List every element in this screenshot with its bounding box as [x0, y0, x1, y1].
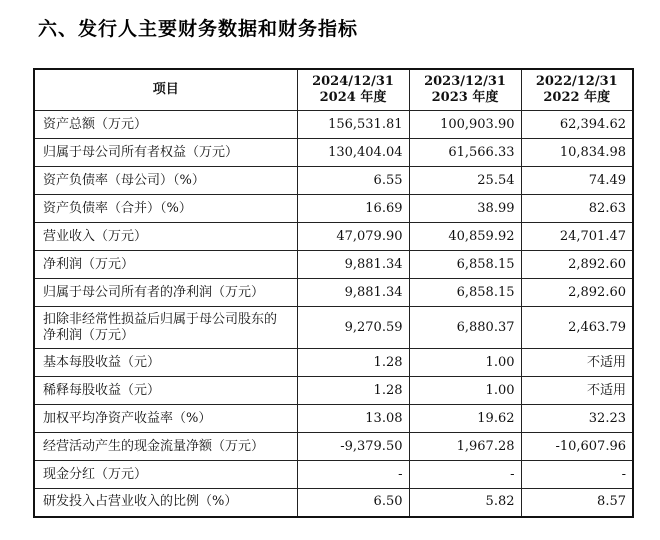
- row-label: 归属于母公司所有者的净利润（万元）: [34, 279, 297, 307]
- header-item: 项目: [34, 69, 297, 111]
- row-label: 净利润（万元）: [34, 251, 297, 279]
- value-2024: 9,270.59: [297, 307, 409, 349]
- row-label: 基本每股收益（元）: [34, 349, 297, 377]
- value-2023: 19.62: [409, 405, 521, 433]
- table-body: [34, 111, 633, 517]
- value-2023: 1.00: [409, 377, 521, 405]
- value-2024: -: [297, 461, 409, 489]
- value-2023: 40,859.92: [409, 223, 521, 251]
- value-2024: -9,379.50: [297, 433, 409, 461]
- table-row: [34, 461, 633, 489]
- value-2022: 24,701.47: [521, 223, 633, 251]
- value-2024: 156,531.81: [297, 111, 409, 139]
- row-label: 现金分红（万元）: [34, 461, 297, 489]
- header-2022-date: 2022/12/31: [535, 74, 618, 89]
- header-2022-year: 2022 年度: [543, 90, 611, 105]
- header-2022: [521, 69, 633, 111]
- value-2024: 6.50: [297, 489, 409, 517]
- table-row: [34, 223, 633, 251]
- value-2024: 16.69: [297, 195, 409, 223]
- value-2022: 10,834.98: [521, 139, 633, 167]
- table-row: [34, 139, 633, 167]
- row-label: 研发投入占营业收入的比例（%）: [34, 489, 297, 517]
- value-2022: 32.23: [521, 405, 633, 433]
- header-2023-date: 2023/12/31: [424, 74, 506, 89]
- table-row: [34, 251, 633, 279]
- value-2024: 130,404.04: [297, 139, 409, 167]
- table-row: [34, 167, 633, 195]
- value-2022: -: [521, 461, 633, 489]
- value-2024: 1.28: [297, 377, 409, 405]
- value-2024: 1.28: [297, 349, 409, 377]
- financial-indicators-table: [33, 68, 634, 518]
- table-row: [34, 377, 633, 405]
- value-2022: 不适用: [521, 377, 633, 405]
- value-2024: 9,881.34: [297, 251, 409, 279]
- header-2023: [409, 69, 521, 111]
- value-2023: -: [409, 461, 521, 489]
- value-2022: 8.57: [521, 489, 633, 517]
- value-2024: 47,079.90: [297, 223, 409, 251]
- value-2023: 25.54: [409, 167, 521, 195]
- value-2022: 62,394.62: [521, 111, 633, 139]
- table-header-row: [34, 69, 633, 111]
- table-row: [34, 405, 633, 433]
- row-label: 经营活动产生的现金流量净额（万元）: [34, 433, 297, 461]
- table-row: [34, 195, 633, 223]
- table-row: [34, 349, 633, 377]
- value-2022: 2,892.60: [521, 251, 633, 279]
- row-label: 扣除非经常性损益后归属于母公司股东的净利润（万元）: [34, 307, 297, 349]
- header-2024: [297, 69, 409, 111]
- table-row: [34, 433, 633, 461]
- header-2024-year: 2024 年度: [319, 90, 387, 105]
- row-label: 归属于母公司所有者权益（万元）: [34, 139, 297, 167]
- value-2023: 61,566.33: [409, 139, 521, 167]
- table-row: [34, 111, 633, 139]
- table-row: [34, 279, 633, 307]
- value-2023: 6,880.37: [409, 307, 521, 349]
- row-label: 资产负债率（母公司）（%）: [34, 167, 297, 195]
- table-row: [34, 307, 633, 349]
- header-2023-year: 2023 年度: [431, 90, 499, 105]
- row-label: 资产负债率（合并）（%）: [34, 195, 297, 223]
- header-2024-date: 2024/12/31: [312, 74, 394, 89]
- row-label: 资产总额（万元）: [34, 111, 297, 139]
- section-heading: 六、发行人主要财务数据和财务指标: [38, 18, 359, 40]
- value-2023: 38.99: [409, 195, 521, 223]
- value-2024: 13.08: [297, 405, 409, 433]
- value-2023: 100,903.90: [409, 111, 521, 139]
- value-2024: 6.55: [297, 167, 409, 195]
- value-2023: 1.00: [409, 349, 521, 377]
- value-2022: 不适用: [521, 349, 633, 377]
- value-2023: 6,858.15: [409, 251, 521, 279]
- row-label: 加权平均净资产收益率（%）: [34, 405, 297, 433]
- value-2023: 1,967.28: [409, 433, 521, 461]
- value-2024: 9,881.34: [297, 279, 409, 307]
- row-label: 营业收入（万元）: [34, 223, 297, 251]
- row-label: 稀释每股收益（元）: [34, 377, 297, 405]
- value-2022: -10,607.96: [521, 433, 633, 461]
- value-2022: 2,892.60: [521, 279, 633, 307]
- table-row: [34, 489, 633, 517]
- value-2022: 74.49: [521, 167, 633, 195]
- financial-table-wrapper: [33, 68, 632, 518]
- value-2023: 6,858.15: [409, 279, 521, 307]
- value-2023: 5.82: [409, 489, 521, 517]
- value-2022: 2,463.79: [521, 307, 633, 349]
- value-2022: 82.63: [521, 195, 633, 223]
